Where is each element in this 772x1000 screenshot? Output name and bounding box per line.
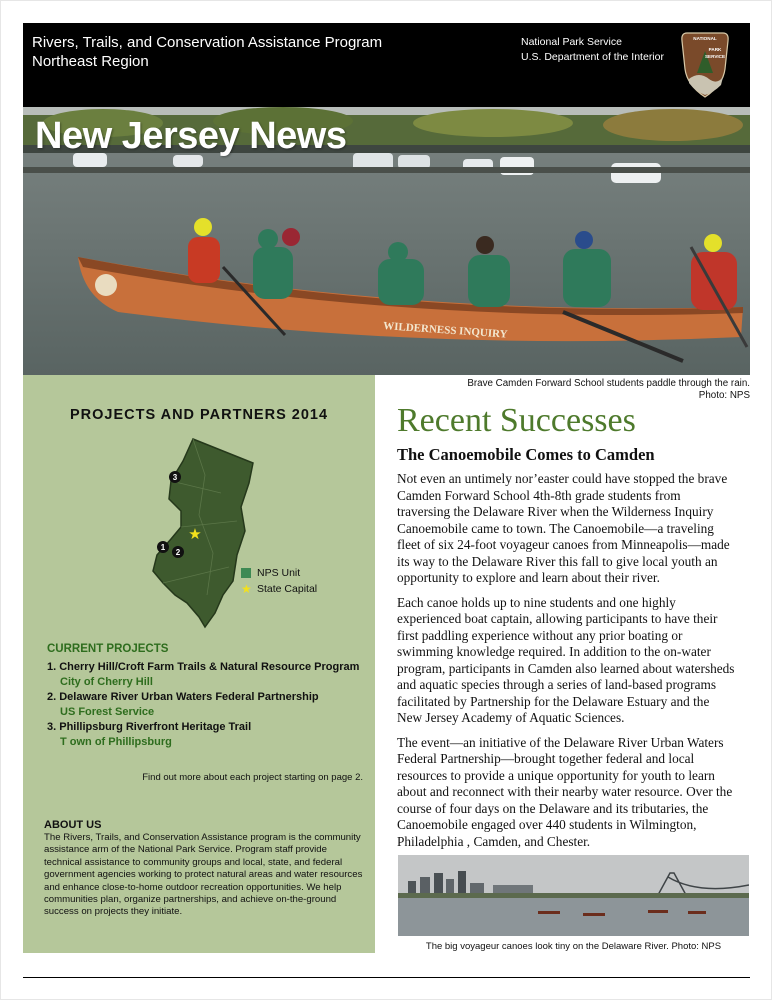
- projects-list: [47, 660, 367, 750]
- project-partner: US Forest Service: [60, 706, 155, 718]
- logo-text-2: PARK: [708, 47, 722, 52]
- footer-rule: [23, 977, 750, 978]
- article-paragraph: The event—an initiative of the Delaware River Urban Waters Federal Partnership—brought together federal and local resources to provide a unique opportunity for youth to learn about and reconnect with their nearby water resource. Over the course of four days on the Delaware and its tributaries, the Canoemobile engaged over 440 students in Wilmington, Philadelphia , Camden, and Chester.: [397, 734, 733, 849]
- about-us-heading: ABOUT US: [44, 819, 102, 831]
- hero-caption-line-1: Brave Camden Forward School students paddle through the rain.: [467, 378, 750, 389]
- program-name: [32, 33, 382, 71]
- river-skyline-illustration: [398, 855, 749, 936]
- article-paragraph: Each canoe holds up to nine students and one highly experienced boat captain, allowing participants to have their first paddling experience without any prior boating or swimming knowledge required. In addition to the on-water program, participants in Camden also learned about watersheds and aquatic species through a series of land-based programs facilitated by Partnership for the Delaware Estuary and the New Jersey Academy of Aquatic Sciences.: [397, 594, 735, 725]
- legend-label-state-capital: State Capital: [257, 583, 318, 595]
- article-body: [397, 471, 735, 858]
- map-marker-2-label: 2: [175, 548, 181, 557]
- legend-label-nps-unit: NPS Unit: [257, 567, 301, 579]
- river-photo-caption: The big voyageur canoes look tiny on the Delaware River. Photo: NPS: [425, 941, 722, 952]
- article-paragraph: Not even an untimely nor’easter could have stopped the brave Camden Forward School 4th-8th grade students from traversing the Delaware River when the Wilderness Inquiry Canoemobile came to town. The Canoemobile—a traveling fleet of six 24-foot voyageur canoes from Minneapolis—made its way to the Delaware River this fall to give local youth an opportunity to explore and learn about their river.: [397, 471, 730, 585]
- project-item: [47, 720, 367, 750]
- project-title: 2. Delaware River Urban Waters Federal Partnership: [47, 691, 319, 703]
- new-jersey-map: [141, 435, 261, 630]
- logo-text-1: NATIONAL: [693, 36, 717, 41]
- nj-state-shape: [153, 439, 253, 627]
- current-projects-heading: CURRENT PROJECTS: [47, 643, 169, 655]
- star-icon: ★: [241, 582, 252, 596]
- map-marker-3-label: 3: [172, 473, 178, 482]
- find-more-note: Find out more about each project starting on page 2.: [142, 772, 363, 783]
- hero-caption: [467, 378, 750, 402]
- project-partner: City of Cherry Hill: [60, 676, 153, 688]
- agency-name: [521, 35, 664, 65]
- hero-caption-line-2: Photo: NPS: [698, 390, 750, 401]
- agency-line-2: U.S. Department of the Interior: [521, 51, 664, 63]
- logo-text-3: SERVICE: [704, 54, 726, 59]
- map-legend: [241, 565, 317, 597]
- map-marker-1-label: 1: [160, 543, 166, 552]
- hero-photo: [23, 107, 750, 375]
- header-band: [23, 23, 750, 107]
- nps-unit-swatch: [241, 568, 251, 578]
- canoe-text: WILDERNESS INQUIRY: [382, 320, 508, 341]
- legend-item-nps-unit: [241, 565, 317, 581]
- project-partner: T own of Phillipsburg: [60, 736, 172, 748]
- agency-line-1: National Park Service: [521, 36, 622, 48]
- panel-title: PROJECTS AND PARTNERS 2014: [69, 407, 329, 423]
- legend-item-state-capital: [241, 581, 317, 597]
- state-capital-star-icon: ★: [188, 526, 202, 543]
- project-item: [47, 660, 367, 690]
- project-title: 1. Cherry Hill/Croft Farm Trails & Natural Resource Program: [47, 661, 360, 673]
- nps-arrowhead-logo: [679, 29, 731, 99]
- about-us-text: The Rivers, Trails, and Conservation Assistance program is the community assistance arm of the National Park Service. Program staff provide technical assistance to community groups and local, state, and federal government agencies working to protect natural areas and water resources and enhance close-to-home outdoor recreation opportunities. We help communities plan, organize partnerships, and achieve on-the-ground success on projects they initiate.: [44, 832, 363, 918]
- program-line-1: Rivers, Trails, and Conservation Assistance Program: [32, 34, 383, 51]
- project-item: [47, 690, 367, 720]
- masthead-title: New Jersey News: [35, 115, 347, 157]
- article-headline: The Canoemobile Comes to Camden: [397, 445, 655, 464]
- section-title: Recent Successes: [397, 402, 636, 439]
- river-photo: [398, 855, 749, 936]
- project-title: 3. Phillipsburg Riverfront Heritage Trail: [47, 721, 252, 733]
- projects-panel: [23, 375, 375, 953]
- program-line-2: Northeast Region: [32, 53, 149, 70]
